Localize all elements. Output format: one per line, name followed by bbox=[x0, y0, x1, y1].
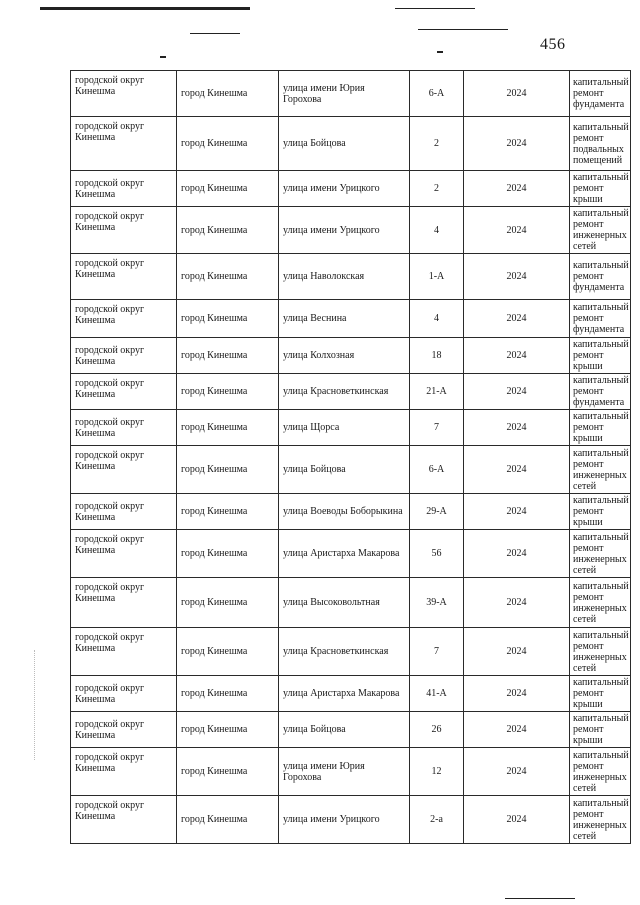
cell-house-number: 2-а bbox=[410, 796, 464, 844]
cell-municipality: городской округ Кинешма bbox=[71, 254, 177, 300]
cell-city: город Кинешма bbox=[177, 338, 279, 374]
cell-city: город Кинешма bbox=[177, 578, 279, 628]
cell-street: улица имени Урицкого bbox=[279, 171, 410, 207]
cell-street: улица Колхозная bbox=[279, 338, 410, 374]
table-row bbox=[71, 446, 631, 494]
cell-year: 2024 bbox=[464, 530, 570, 578]
cell-year: 2024 bbox=[464, 712, 570, 748]
cell-year: 2024 bbox=[464, 374, 570, 410]
cell-year: 2024 bbox=[464, 410, 570, 446]
cell-work-type: капитальный ремонт крыши bbox=[570, 494, 631, 530]
cell-work-type: капитальный ремонт крыши bbox=[570, 676, 631, 712]
cell-street: улица Аристарха Макарова bbox=[279, 676, 410, 712]
table-row bbox=[71, 254, 631, 300]
cell-year: 2024 bbox=[464, 446, 570, 494]
cell-city: город Кинешма bbox=[177, 410, 279, 446]
cell-municipality: городской округ Кинешма bbox=[71, 171, 177, 207]
table-row bbox=[71, 410, 631, 446]
cell-house-number: 7 bbox=[410, 410, 464, 446]
cell-work-type: капитальный ремонт инженерных сетей bbox=[570, 530, 631, 578]
cell-city: город Кинешма bbox=[177, 300, 279, 338]
table-row bbox=[71, 374, 631, 410]
cell-year: 2024 bbox=[464, 578, 570, 628]
cell-city: город Кинешма bbox=[177, 171, 279, 207]
scan-artifact-bottom bbox=[505, 898, 575, 899]
cell-house-number: 4 bbox=[410, 207, 464, 254]
scan-artifact-mid bbox=[190, 33, 240, 34]
cell-work-type: капитальный ремонт крыши bbox=[570, 171, 631, 207]
cell-street: улица Красноветкинская bbox=[279, 628, 410, 676]
cell-house-number: 1-А bbox=[410, 254, 464, 300]
cell-city: город Кинешма bbox=[177, 748, 279, 796]
cell-municipality: городской округ Кинешма bbox=[71, 628, 177, 676]
cell-city: город Кинешма bbox=[177, 71, 279, 117]
cell-house-number: 26 bbox=[410, 712, 464, 748]
cell-municipality: городской округ Кинешма bbox=[71, 374, 177, 410]
cell-work-type: капитальный ремонт крыши bbox=[570, 338, 631, 374]
cell-municipality: городской округ Кинешма bbox=[71, 748, 177, 796]
cell-house-number: 4 bbox=[410, 300, 464, 338]
cell-year: 2024 bbox=[464, 494, 570, 530]
cell-municipality: городской округ Кинешма bbox=[71, 712, 177, 748]
cell-year: 2024 bbox=[464, 676, 570, 712]
cell-house-number: 6-А bbox=[410, 446, 464, 494]
scan-artifact-margin-dots bbox=[34, 650, 37, 760]
cell-street: улица Наволокская bbox=[279, 254, 410, 300]
cell-municipality: городской округ Кинешма bbox=[71, 494, 177, 530]
cell-street: улица Высоковольтная bbox=[279, 578, 410, 628]
cell-municipality: городской округ Кинешма bbox=[71, 300, 177, 338]
table-row bbox=[71, 676, 631, 712]
cell-municipality: городской округ Кинешма bbox=[71, 338, 177, 374]
cell-municipality: городской округ Кинешма bbox=[71, 446, 177, 494]
cell-street: улица Бойцова bbox=[279, 446, 410, 494]
table-row bbox=[71, 117, 631, 171]
cell-work-type: капитальный ремонт крыши bbox=[570, 712, 631, 748]
cell-city: город Кинешма bbox=[177, 712, 279, 748]
cell-city: город Кинешма bbox=[177, 676, 279, 712]
table-row bbox=[71, 300, 631, 338]
table-row bbox=[71, 207, 631, 254]
cell-work-type: капитальный ремонт фундамента bbox=[570, 254, 631, 300]
cell-municipality: городской округ Кинешма bbox=[71, 796, 177, 844]
scan-artifact-mid-right bbox=[418, 29, 508, 30]
cell-municipality: городской округ Кинешма bbox=[71, 71, 177, 117]
cell-year: 2024 bbox=[464, 71, 570, 117]
cell-street: улица имени Урицкого bbox=[279, 796, 410, 844]
cell-house-number: 21-А bbox=[410, 374, 464, 410]
cell-street: улица Аристарха Макарова bbox=[279, 530, 410, 578]
table-row bbox=[71, 578, 631, 628]
table-row bbox=[71, 628, 631, 676]
cell-city: город Кинешма bbox=[177, 117, 279, 171]
cell-street: улица Веснина bbox=[279, 300, 410, 338]
cell-house-number: 7 bbox=[410, 628, 464, 676]
cell-year: 2024 bbox=[464, 300, 570, 338]
table-row bbox=[71, 71, 631, 117]
cell-year: 2024 bbox=[464, 254, 570, 300]
cell-street: улица имени Юрия Горохова bbox=[279, 71, 410, 117]
table-row bbox=[71, 494, 631, 530]
cell-house-number: 12 bbox=[410, 748, 464, 796]
scan-artifact-top-right bbox=[395, 8, 475, 9]
cell-year: 2024 bbox=[464, 796, 570, 844]
cell-work-type: капитальный ремонт инженерных сетей bbox=[570, 578, 631, 628]
cell-municipality: городской округ Кинешма bbox=[71, 578, 177, 628]
cell-street: улица Бойцова bbox=[279, 117, 410, 171]
cell-street: улица Воеводы Боборыкина bbox=[279, 494, 410, 530]
repair-schedule-table bbox=[70, 70, 631, 844]
cell-work-type: капитальный ремонт крыши bbox=[570, 410, 631, 446]
table-row bbox=[71, 338, 631, 374]
cell-work-type: капитальный ремонт инженерных сетей bbox=[570, 207, 631, 254]
cell-year: 2024 bbox=[464, 338, 570, 374]
cell-city: город Кинешма bbox=[177, 628, 279, 676]
cell-city: город Кинешма bbox=[177, 254, 279, 300]
cell-work-type: капитальный ремонт инженерных сетей bbox=[570, 796, 631, 844]
cell-work-type: капитальный ремонт фундамента bbox=[570, 300, 631, 338]
cell-city: город Кинешма bbox=[177, 374, 279, 410]
page-number: 456 bbox=[540, 36, 566, 53]
cell-city: город Кинешма bbox=[177, 207, 279, 254]
cell-house-number: 2 bbox=[410, 171, 464, 207]
cell-work-type: капитальный ремонт инженерных сетей bbox=[570, 446, 631, 494]
table-row bbox=[71, 748, 631, 796]
scan-artifact-dash-right bbox=[437, 51, 443, 53]
cell-city: город Кинешма bbox=[177, 494, 279, 530]
scan-artifact-top bbox=[40, 7, 250, 10]
cell-street: улица имени Урицкого bbox=[279, 207, 410, 254]
cell-street: улица Красноветкинская bbox=[279, 374, 410, 410]
cell-city: город Кинешма bbox=[177, 446, 279, 494]
cell-house-number: 41-А bbox=[410, 676, 464, 712]
cell-work-type: капитальный ремонт фундамента bbox=[570, 374, 631, 410]
cell-municipality: городской округ Кинешма bbox=[71, 207, 177, 254]
table-row bbox=[71, 171, 631, 207]
cell-year: 2024 bbox=[464, 117, 570, 171]
cell-city: город Кинешма bbox=[177, 530, 279, 578]
table-row bbox=[71, 530, 631, 578]
cell-municipality: городской округ Кинешма bbox=[71, 410, 177, 446]
cell-municipality: городской округ Кинешма bbox=[71, 117, 177, 171]
cell-house-number: 29-А bbox=[410, 494, 464, 530]
cell-year: 2024 bbox=[464, 171, 570, 207]
cell-street: улица Бойцова bbox=[279, 712, 410, 748]
table-row bbox=[71, 712, 631, 748]
cell-house-number: 18 bbox=[410, 338, 464, 374]
cell-municipality: городской округ Кинешма bbox=[71, 676, 177, 712]
cell-house-number: 2 bbox=[410, 117, 464, 171]
cell-work-type: капитальный ремонт фундамента bbox=[570, 71, 631, 117]
cell-work-type: капитальный ремонт подвальных помещений bbox=[570, 117, 631, 171]
cell-year: 2024 bbox=[464, 207, 570, 254]
scan-artifact-dash bbox=[160, 56, 166, 58]
cell-house-number: 39-А bbox=[410, 578, 464, 628]
cell-street: улица Щорса bbox=[279, 410, 410, 446]
cell-work-type: капитальный ремонт инженерных сетей bbox=[570, 748, 631, 796]
cell-street: улица имени Юрия Горохова bbox=[279, 748, 410, 796]
cell-year: 2024 bbox=[464, 628, 570, 676]
cell-municipality: городской округ Кинешма bbox=[71, 530, 177, 578]
cell-work-type: капитальный ремонт инженерных сетей bbox=[570, 628, 631, 676]
cell-year: 2024 bbox=[464, 748, 570, 796]
cell-city: город Кинешма bbox=[177, 796, 279, 844]
table-row bbox=[71, 796, 631, 844]
cell-house-number: 6-А bbox=[410, 71, 464, 117]
cell-house-number: 56 bbox=[410, 530, 464, 578]
